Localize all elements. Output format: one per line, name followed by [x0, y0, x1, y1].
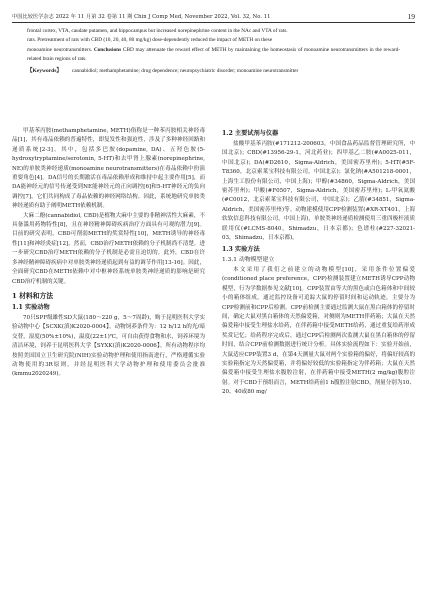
- intro-paragraph-2: 大麻二酚(cannabidiol, CBD)是植物大麻中主要的非精神活性大麻素，不具备滥用药物特性[8]，且在神经精神障碍疾病治疗方面具有可观的潜力[9]。目前的研究表明，CBD可削弱METH的奖赏特性[10]，METH诱导的神经毒性[11]和神经炎症[12]。然而，CBD治疗METH依赖的分子机制尚不清楚。进一步研究CBD治疗METH依赖的分子机制是必需且迫切的。此外，CBD在许多神经精神障碍疾病中对单胺类神经递质起到有益的调节作用[13-16]。因此，全面研究CBD在METH依赖中对中枢神经系统单胺类神经递质的影响是研究CBD治疗机制的关键。: [12, 212, 205, 285]
- abstract-results-line: frontal cortex, VTA, caudate putamen, and hippocampus but increased norepinephrine content in the NAc and VTA of rats.: [27, 28, 288, 34]
- page-header: [12, 6, 415, 20]
- journal-citation: 中国比较医学杂志 2022 年 11 月第 32 卷第 11 期 Chin J Comp Med, November 2022, Vol. 32, No. 11: [12, 13, 271, 20]
- subsection-heading-methods: 1.3 实验方法: [222, 246, 260, 254]
- conclusions-label: Conclusions: [93, 46, 122, 53]
- header-divider: [12, 22, 415, 23]
- abstract-monoamine-text: monoamine neurotransmitters.: [27, 46, 93, 53]
- cpp-model-paragraph: 本文采用了我们之前建立的动物模型[10]，采用条件位置偏爱(conditioned place preference，CPP)检测装置建立METH诱导CPP动物模型，行为学数据参见文献[10]。CPP装置由等大的黑色或白色箱体和中间较小的箱体组成，通过监控设备可追踪大鼠的停留时间和运动轨迹，主要分为CPP检测前和CPP后检测。CPP前检测主要通过监测大鼠在黑白箱体的停留时间，确定大鼠对黑白箱体的天然偏爱箱，对侧则为METH伴药箱；大鼠在天然偏爱箱中接受生理盐水给药，在伴药箱中接受METH给药，通过重复给药形成奖赏记忆；给药程序完成后，通过CPP后检测两次监测大鼠在黑白箱体的停留时间，结合CPP前检测数据进行统计分析。具体实验流程如下：实验开始前，大鼠适应CPP装置3 d，在第4天测量大鼠对两个实验箱的偏好，将偏好较高的实验箱指定为天然偏爱箱，并将偏好较低的实验箱指定为伴药箱；大鼠在天然偏爱箱中接受生理盐水腹腔注射，在伴药箱中接受METH(2 mg/kg)腹腔注射。对于CBD干预组而言，METH给药前1 h腹腔注射CBD，剂量分别为10、20、40或80 mg/: [222, 266, 415, 396]
- section-heading-materials-methods: 1 材料和方法: [12, 291, 54, 300]
- intro-paragraph-1: 甲基苯丙胺(methamphetamine, METH)俗称是一种苯丙胺相关神经毒品[1]，其有毒品依赖的普遍特性，即复发性和强迫性，涉及了多种神经回路和递质系统[2-3]。其中，包括多巴胺(dopamine, DA)、五羟色胺(5-hydroxytryptamine/serotonin, 5-HT)和去甲肾上腺素(norepinephrine, NE)的单胺类神经递质(monoamine neurotransmitters)在毒品依赖中扮演重要角色[4]。DA信号的长期激活在毒品依赖形成和维持中起主要作用[5]，而DA能神经元的信号传递受到NE能神经元的正向调控[6]和5-HT神经元的负向调控[7]，它们共同构成了毒品依赖的神经网络结构。因此，系统地研究单胺类神经递质有助于阐明METH依赖机制。: [12, 128, 205, 210]
- subsubsection-heading-model: 1.3.1 动物模型建立: [222, 257, 275, 264]
- page-number: 19: [407, 11, 415, 21]
- reagents-paragraph: 盐酸甲基苯丙胺(#171212-200603，中国食品药品监督管理研究所，中国北京)；CBD(#13956-29-1，河北药业)；四甲基乙二胺(#A0025-011，中国北京)；DA(#D2610，Sigma-Aldrich，美国密苏里州)；5-HT(#5F-T8360，北京索莱宝科技有限公司，中国北京)；氯化钠(#A501218-0001，上海生工股份有限公司，中国上海)；甲醇(#34860，Sigma-Aldrich，美国密苏里州)；甲酸(#F0507，Sigma-Aldrich，美国密苏里州)；L-甲氧氮酸(#C0012，北京索莱宝科技有限公司，中国北京)；乙腈(#34851，Sigma-Aldrich，美国密苏里州)等。动物建模使用CPP检测装置(#XR-XT401，上海软软信息科技有限公司，中国上海)，单胺类神经递质检测使用三重四极杆液质联用仪(#LCMS-8040，Shimadzu，日本京都)；色谱柱(#227-32021-03，Shimadzu，日本京都)。: [222, 141, 415, 242]
- keywords-label: 【Keywords】: [27, 67, 62, 74]
- keywords-text: cannabidiol; methamphetamine; drug dependence; neuropsychiatric disorder; monoamine neurotransmitter: [71, 67, 299, 74]
- abstract-pretreatment-line: rats. Pretreatment of rats with CBD (10, 20, 40, 80 mg/kg) dose-dependently reduced the impact of METH on these: [27, 37, 273, 44]
- english-abstract: [27, 27, 400, 76]
- subsection-heading-reagents: 1.2 主要试剂与仪器: [222, 130, 279, 137]
- conclusions-text: CBD may attenuate the reward effect of METH by maintaining the homeostasis of monoamine neurotransmitters in the reward-related brain regions of rats.: [27, 46, 400, 63]
- keywords-row: [27, 67, 400, 76]
- right-column: [222, 127, 415, 398]
- subsection-heading-animals: 1.1 实验动物: [12, 303, 50, 311]
- left-column: [12, 127, 205, 380]
- abstract-monoamine-line: [27, 46, 400, 65]
- animals-paragraph: 70只SPF级雄性SD大鼠(180～220 g，5～7周龄)，购于昆明医科大学实验动物中心【SCXK(滇)K2020-0004】。动物饲养条件为：12 h/12 h的光/暗交替，湿度(50%±10%)，温度(22±1)℃，可自由获得食物和水，饲养环境为清洁环境，饲养于昆明医科大学【SYXK(滇)K2020-0006】。所有动物程序均按照美国国立卫生研究院(NIH)实验动物护理和使用指南进行，严格遵循实验动物使用的3R原则，并经昆明医科大学动物护理和使用委员会批准(kmmu2020249)。: [12, 314, 205, 378]
